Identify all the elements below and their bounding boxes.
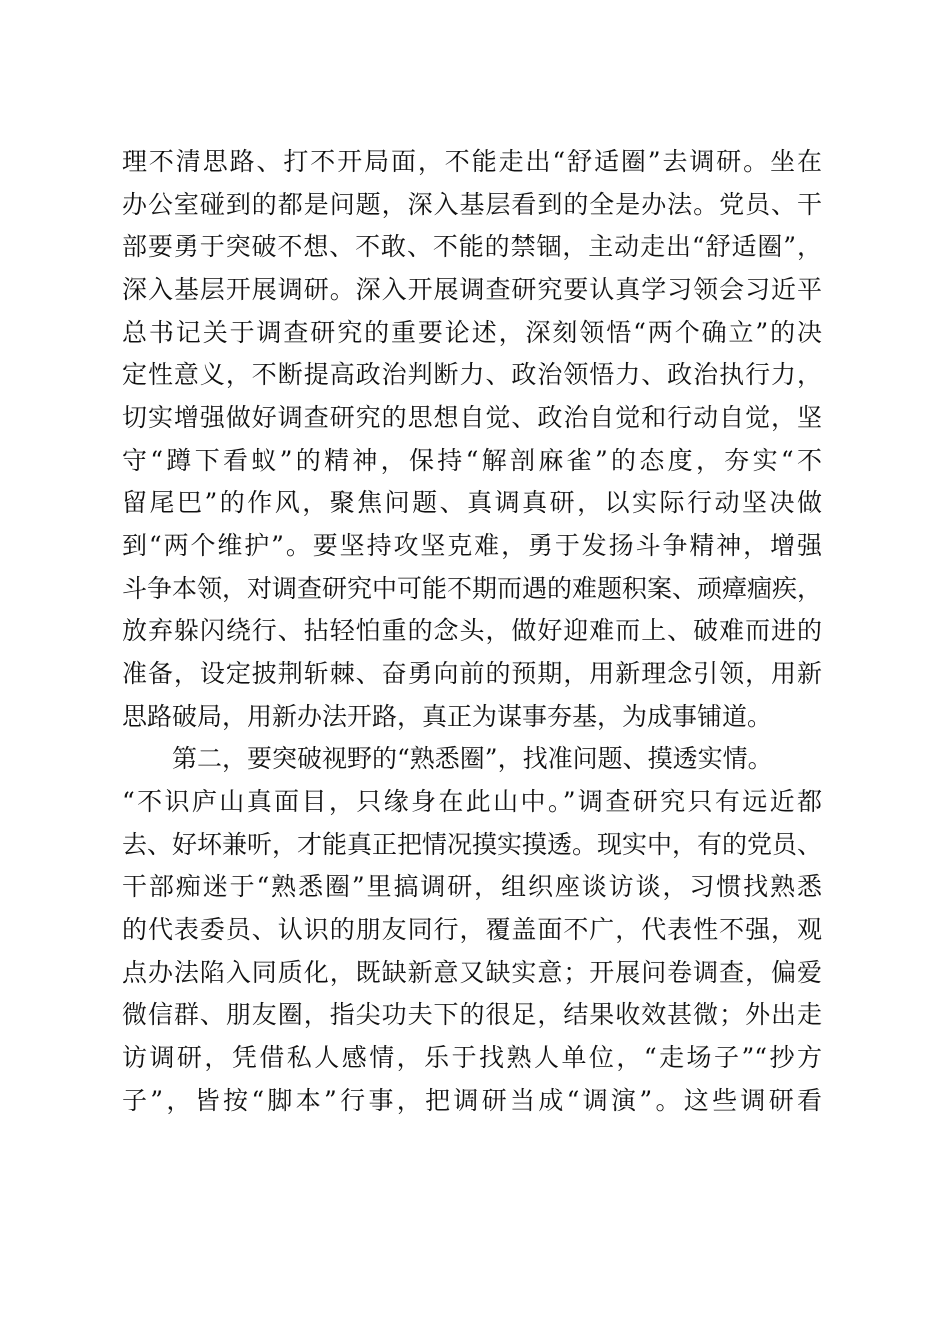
text-line: 的代表委员、认识的朋友同行，覆盖面不广，代表性不强，观 xyxy=(122,915,822,944)
text-line: 留尾巴”的作风，聚焦问题、真调真研，以实际行动坚决做 xyxy=(122,488,822,517)
text-line: 理不清思路、打不开局面，不能走出“舒适圈”去调研。坐在 xyxy=(122,147,822,176)
text-line: 深入基层开展调研。深入开展调查研究要认真学习领会习近平 xyxy=(122,275,822,304)
text-line: 到“两个维护”。要坚持攻坚克难，勇于发扬斗争精神，增强 xyxy=(122,531,822,560)
text-line: 去、好坏兼听，才能真正把情况摸实摸透。现实中，有的党员、 xyxy=(122,830,823,859)
text-line: 部要勇于突破不想、不敢、不能的禁锢，主动走出“舒适圈”， xyxy=(122,232,822,261)
text-line: 准备，设定披荆斩棘、奋勇向前的预期，用新理念引领，用新 xyxy=(122,659,822,688)
text-line: “不识庐山真面目，只缘身在此山中。”调查研究只有远近都 xyxy=(122,787,822,816)
text-line: 斗争本领，对调查研究中可能不期而遇的难题积案、顽瘴痼疾， xyxy=(122,574,823,603)
text-line: 办公室碰到的都是问题，深入基层看到的全是办法。党员、干 xyxy=(122,190,822,219)
text-line: 放弃躲闪绕行、拈轻怕重的念头，做好迎难而上、破难而进的 xyxy=(122,616,822,645)
text-line: 守“蹲下看蚁”的精神，保持“解剖麻雀”的态度，夯实“不 xyxy=(122,446,822,475)
text-line: 切实增强做好调查研究的思想自觉、政治自觉和行动自觉，坚 xyxy=(122,403,822,432)
text-line: 子”，皆按“脚本”行事，把调研当成“调演”。这些调研看 xyxy=(122,1086,822,1115)
text-line: 访调研，凭借私人感情，乐于找熟人单位，“走场子”“抄方 xyxy=(122,1043,822,1072)
paragraph-heading-line: 第二，要突破视野的“熟悉圈”，找准问题、摸透实情。 xyxy=(172,744,773,773)
text-line: 思路破局，用新办法开路，真正为谋事夯基，为成事铺道。 xyxy=(122,702,773,731)
text-line: 干部痴迷于“熟悉圈”里搞调研，组织座谈访谈，习惯找熟悉 xyxy=(122,872,822,901)
text-line: 总书记关于调查研究的重要论述，深刻领悟“两个确立”的决 xyxy=(122,318,822,347)
text-line: 点办法陷入同质化，既缺新意又缺实意；开展问卷调查，偏爱 xyxy=(122,958,822,987)
text-line: 微信群、朋友圈，指尖功夫下的很足，结果收效甚微；外出走 xyxy=(122,1000,822,1029)
text-line: 定性意义，不断提高政治判断力、政治领悟力、政治执行力， xyxy=(122,360,822,389)
